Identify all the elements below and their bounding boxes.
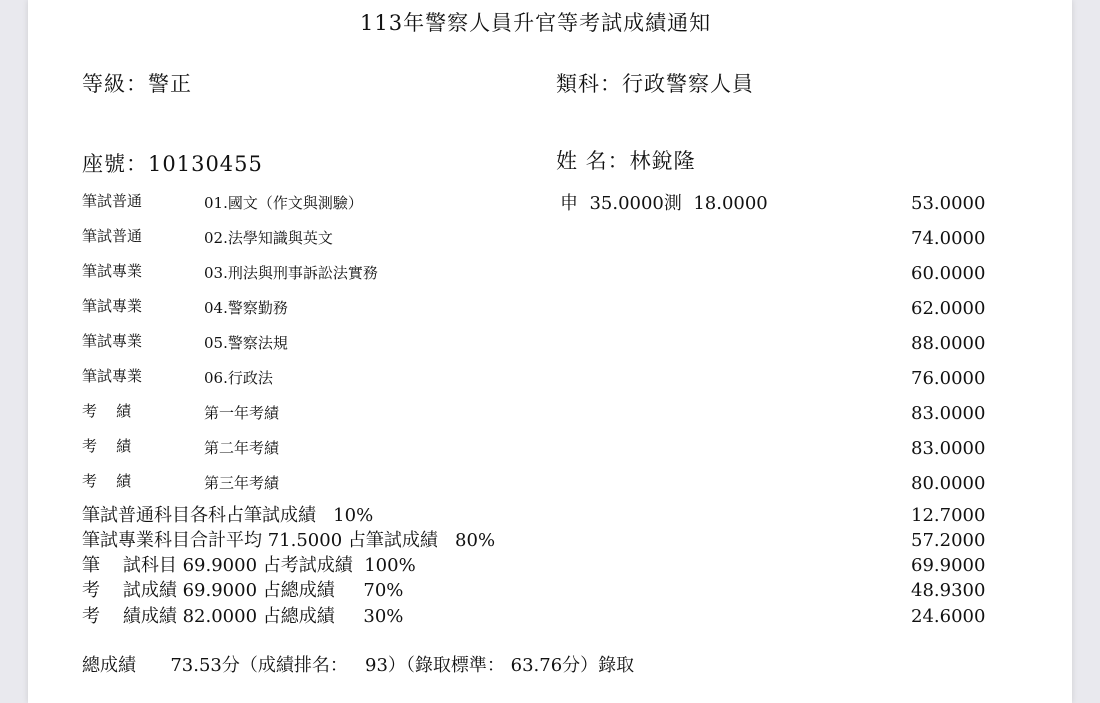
summary-score: 57.2000 — [911, 530, 986, 551]
row-score: 76.0000 — [911, 368, 986, 389]
category-field: 類科：行政警察人員 — [556, 72, 754, 96]
row-category: 筆試專業 — [82, 297, 143, 315]
score-notice-page — [28, 0, 1072, 703]
row-subject: 04.警察勤務 — [204, 299, 288, 317]
row-subject: 03.刑法與刑事訴訟法實務 — [204, 264, 378, 282]
row-score: 88.0000 — [911, 333, 986, 354]
row-subject: 05.警察法規 — [204, 334, 288, 352]
row-subject: 第三年考績 — [204, 474, 280, 492]
row-subject: 第一年考績 — [204, 404, 280, 422]
summary-score: 12.7000 — [911, 505, 986, 526]
row-category: 考 績 — [82, 437, 132, 455]
summary-score: 69.9000 — [911, 555, 986, 576]
name-field: 姓 名：林銳隆 — [556, 149, 696, 173]
row-score: 83.0000 — [911, 438, 986, 459]
summary-score: 24.6000 — [911, 606, 986, 627]
row-category: 筆試普通 — [82, 192, 143, 210]
summary-text: 筆試普通科目各科占筆試成績 10% — [82, 505, 374, 526]
row-category: 筆試普通 — [82, 227, 143, 245]
row-category: 考 績 — [82, 402, 132, 420]
row-subject: 01.國文（作文與測驗） — [204, 194, 363, 212]
row-category: 考 績 — [82, 472, 132, 490]
row-score: 62.0000 — [911, 298, 986, 319]
summary-score: 48.9300 — [911, 580, 986, 601]
grade-field: 等級：警正 — [82, 72, 192, 96]
total-score-line: 總成績 73.53分（成績排名： 93）（錄取標準： 63.76分）錄取 — [82, 655, 635, 676]
row-detail: 申 35.0000測 18.0000 — [560, 193, 768, 214]
row-score: 83.0000 — [911, 403, 986, 424]
summary-text: 考 試成績 69.9000 占總成績 70% — [82, 580, 404, 601]
row-score: 80.0000 — [911, 473, 986, 494]
row-score: 53.0000 — [911, 193, 986, 214]
row-score: 74.0000 — [911, 228, 986, 249]
row-subject: 06.行政法 — [204, 369, 273, 387]
row-category: 筆試專業 — [82, 262, 143, 280]
row-subject: 第二年考績 — [204, 439, 280, 457]
summary-text: 考 績成績 82.0000 占總成績 30% — [82, 606, 404, 627]
row-category: 筆試專業 — [82, 367, 143, 385]
row-score: 60.0000 — [911, 263, 986, 284]
row-subject: 02.法學知識與英文 — [204, 229, 333, 247]
notice-title: 113年警察人員升官等考試成績通知 — [360, 11, 712, 35]
seat-number-field: 座號：10130455 — [82, 152, 263, 176]
summary-text: 筆試專業科目合計平均 71.5000 占筆試成績 80% — [82, 530, 496, 551]
summary-text: 筆 試科目 69.9000 占考試成績 100% — [82, 555, 416, 576]
row-category: 筆試專業 — [82, 332, 143, 350]
